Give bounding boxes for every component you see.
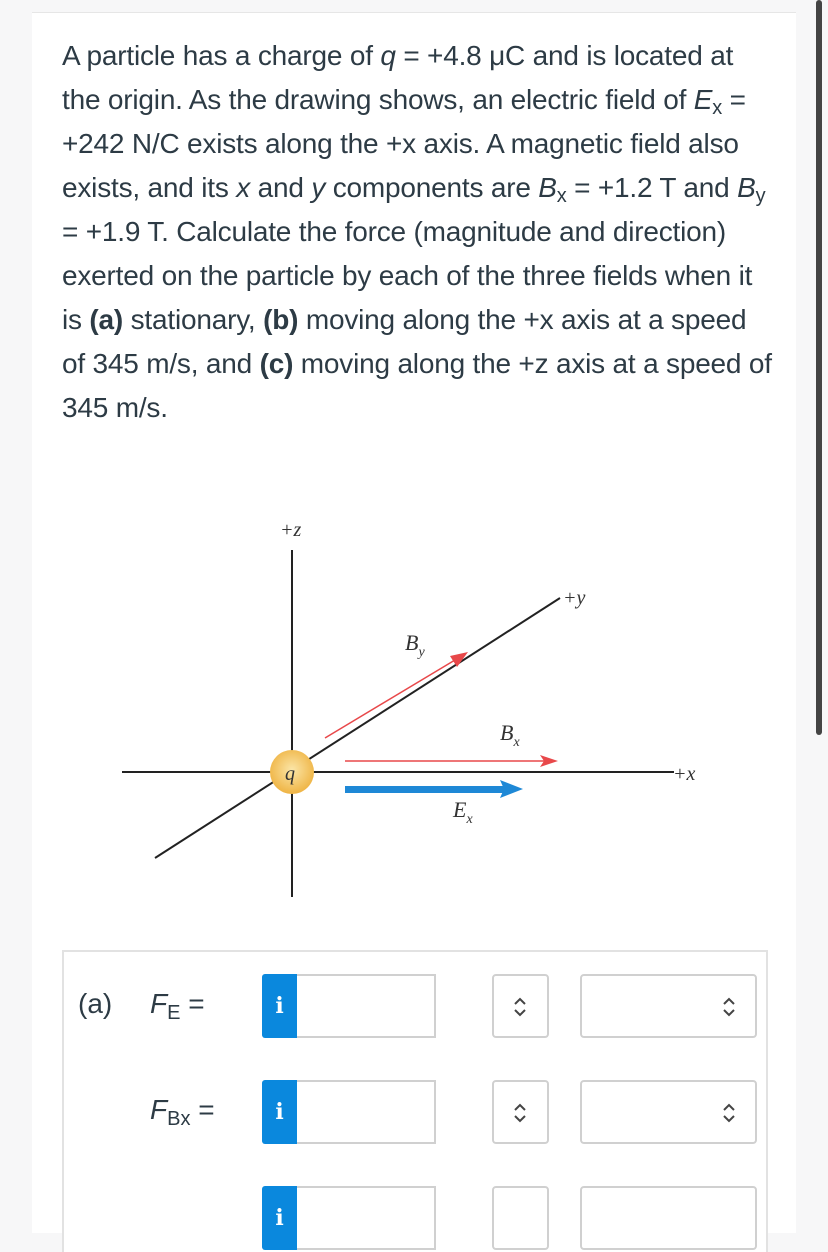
by-arrow (325, 660, 455, 738)
fe-value-input[interactable] (297, 974, 436, 1038)
fby-unit-select[interactable] (492, 1186, 549, 1250)
fby-direction-select[interactable] (580, 1186, 757, 1250)
fbx-value-input[interactable] (297, 1080, 436, 1144)
charge-label: q (285, 763, 295, 785)
fe-label: $F_E$ = (150, 988, 205, 1024)
answer-row-fe (64, 974, 764, 1038)
chevron-updown-icon (513, 1102, 527, 1124)
chevron-updown-icon (722, 1102, 736, 1124)
chevron-updown-icon (722, 996, 736, 1018)
answer-row-fby (64, 1186, 764, 1250)
scrollbar[interactable] (816, 0, 822, 735)
fbx-label: $F_{Bx}$ = (150, 1094, 215, 1130)
answer-row-fbx (64, 1080, 764, 1144)
info-button[interactable]: i (262, 1186, 297, 1250)
info-button[interactable]: i (262, 974, 297, 1038)
info-button[interactable]: i (262, 1080, 297, 1144)
part-a-label: (a) (78, 988, 113, 1019)
x-axis-label: +x (673, 763, 696, 785)
question-text: A particle has a charge of q = +4.8 μC and is located at the origin. As the drawing shows, an electric field of $E_x = +242$ N/C exists along the +x axis. A magnetic field also exists, and its x and y components are $B_x = +1.2$ T and $B_y = +1.9$ T. Calculate the force (magnitude and direction) exerted on the particle by each of the three fields when it is (a) stationary, (b) moving along the +x axis at a speed of 345 m/s, and (c) moving along the +z axis at a speed of 345 m/s. (62, 40, 772, 423)
bx-label: $B_x$ (500, 720, 520, 750)
ex-label: $E_x$ (453, 797, 473, 827)
z-axis-label: +z (280, 519, 302, 541)
fbx-direction-select[interactable] (580, 1080, 757, 1144)
by-label: $B_y$ (405, 630, 425, 660)
fbx-unit-select[interactable] (492, 1080, 549, 1144)
fby-value-input[interactable] (297, 1186, 436, 1250)
y-axis-label: +y (563, 587, 586, 609)
fe-direction-select[interactable] (580, 974, 757, 1038)
chevron-updown-icon (513, 996, 527, 1018)
fe-unit-select[interactable] (492, 974, 549, 1038)
ex-arrow (345, 786, 505, 793)
